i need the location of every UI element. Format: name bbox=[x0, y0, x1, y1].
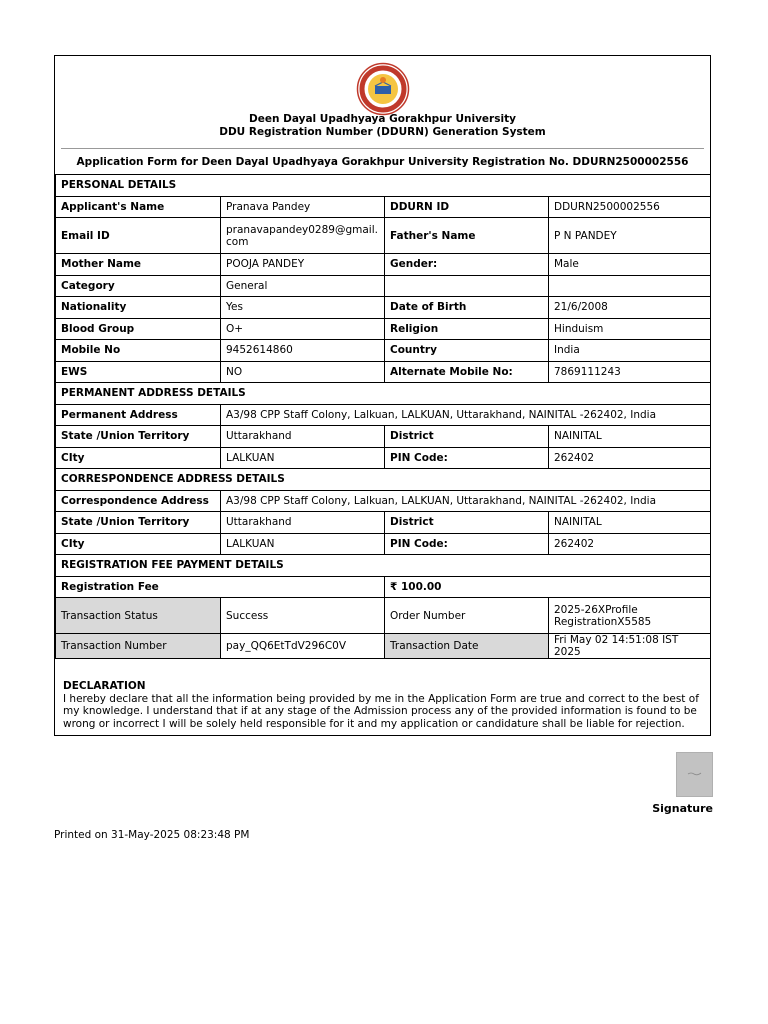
label-transaction-status: Transaction Status bbox=[56, 598, 221, 634]
application-form bbox=[54, 55, 711, 736]
header-divider bbox=[61, 148, 704, 149]
value-city: LALKUAN bbox=[221, 447, 385, 469]
value-father-name: P N PANDEY bbox=[549, 218, 711, 254]
value-registration-fee: ₹ 100.00 bbox=[385, 576, 711, 598]
value-transaction-number: pay_QQ6EtTdV296C0V bbox=[221, 634, 385, 659]
value-pin: 262402 bbox=[549, 533, 711, 555]
section-title-personal: PERSONAL DETAILS bbox=[56, 175, 711, 197]
value-ddurn: DDURN2500002556 bbox=[549, 196, 711, 218]
label-ews: EWS bbox=[56, 361, 221, 383]
table-row bbox=[56, 196, 711, 218]
section-title-payment: REGISTRATION FEE PAYMENT DETAILS bbox=[56, 555, 711, 577]
label-registration-fee: Registration Fee bbox=[56, 576, 385, 598]
label-mobile: Mobile No bbox=[56, 340, 221, 362]
value-applicant-name: Pranava Pandey bbox=[221, 196, 385, 218]
label-religion: Religion bbox=[385, 318, 549, 340]
value-mobile: 9452614860 bbox=[221, 340, 385, 362]
label-country: Country bbox=[385, 340, 549, 362]
declaration-title: DECLARATION bbox=[63, 680, 146, 692]
value-permanent-address: A3/98 CPP Staff Colony, Lalkuan, LALKUAN, Uttarakhand, NAINITAL -262402, India bbox=[221, 404, 711, 426]
label-transaction-number: Transaction Number bbox=[56, 634, 221, 659]
value-correspondence-address: A3/98 CPP Staff Colony, Lalkuan, LALKUAN, Uttarakhand, NAINITAL -262402, India bbox=[221, 490, 711, 512]
signature-scribble-icon bbox=[677, 753, 712, 796]
label-category: Category bbox=[56, 275, 221, 297]
university-seal-icon bbox=[356, 62, 410, 116]
label-father-name: Father's Name bbox=[385, 218, 549, 254]
value-email: pranavapandey0289@gmail.com bbox=[221, 218, 385, 254]
label-blood-group: Blood Group bbox=[56, 318, 221, 340]
label-state: State /Union Territory bbox=[56, 426, 221, 448]
label-alt-mobile: Alternate Mobile No: bbox=[385, 361, 549, 383]
details-table bbox=[55, 174, 711, 659]
table-row bbox=[56, 297, 711, 319]
section-title-permanent: PERMANENT ADDRESS DETAILS bbox=[56, 383, 711, 405]
table-row bbox=[56, 447, 711, 469]
section-row bbox=[56, 175, 711, 197]
system-name: DDU Registration Number (DDURN) Generation System bbox=[219, 126, 546, 138]
printed-on: Printed on 31-May-2025 08:23:48 PM bbox=[54, 829, 250, 841]
label-pin: PIN Code: bbox=[385, 533, 549, 555]
signature-image bbox=[676, 752, 713, 797]
value-dob: 21/6/2008 bbox=[549, 297, 711, 319]
value-order-number: 2025-26XProfile RegistrationX5585 bbox=[549, 598, 711, 634]
label-pin: PIN Code: bbox=[385, 447, 549, 469]
section-row bbox=[56, 469, 711, 491]
value-transaction-status: Success bbox=[221, 598, 385, 634]
form-title: Application Form for Deen Dayal Upadhyaya Gorakhpur University Registration No. DDURN2500002556 bbox=[76, 156, 689, 168]
value-district: NAINITAL bbox=[549, 512, 711, 534]
label-dob: Date of Birth bbox=[385, 297, 549, 319]
table-row bbox=[56, 576, 711, 598]
signature-label: Signature bbox=[652, 802, 713, 815]
value-category: General bbox=[221, 275, 385, 297]
value-country: India bbox=[549, 340, 711, 362]
value-mother-name: POOJA PANDEY bbox=[221, 254, 385, 276]
section-row bbox=[56, 555, 711, 577]
label-gender: Gender: bbox=[385, 254, 549, 276]
label-permanent-address: Permanent Address bbox=[56, 404, 221, 426]
label-transaction-date: Transaction Date bbox=[385, 634, 549, 659]
empty-cell bbox=[549, 275, 711, 297]
table-row bbox=[56, 404, 711, 426]
table-row bbox=[56, 254, 711, 276]
university-name: Deen Dayal Upadhyaya Gorakhpur University bbox=[249, 113, 516, 125]
label-nationality: Nationality bbox=[56, 297, 221, 319]
table-row bbox=[56, 340, 711, 362]
table-row bbox=[56, 512, 711, 534]
label-email: Email ID bbox=[56, 218, 221, 254]
table-row bbox=[56, 426, 711, 448]
value-pin: 262402 bbox=[549, 447, 711, 469]
declaration bbox=[63, 680, 702, 730]
value-religion: Hinduism bbox=[549, 318, 711, 340]
value-alt-mobile: 7869111243 bbox=[549, 361, 711, 383]
value-blood-group: O+ bbox=[221, 318, 385, 340]
empty-cell bbox=[385, 275, 549, 297]
value-transaction-date: Fri May 02 14:51:08 IST 2025 bbox=[549, 634, 711, 659]
label-applicant-name: Applicant's Name bbox=[56, 196, 221, 218]
table-row bbox=[56, 490, 711, 512]
value-city: LALKUAN bbox=[221, 533, 385, 555]
table-row bbox=[56, 533, 711, 555]
label-ddurn: DDURN ID bbox=[385, 196, 549, 218]
value-ews: NO bbox=[221, 361, 385, 383]
table-row bbox=[56, 634, 711, 659]
declaration-text: I hereby declare that all the information being provided by me in the Application Form are true and correct to the best of my knowledge. I understand that if at any stage of the Admission process any of the provided information is found to be wrong or incorrect I will be solely held responsible for it and my application or candidature shall be liable for rejection. bbox=[63, 692, 699, 730]
table-row bbox=[56, 218, 711, 254]
table-row bbox=[56, 598, 711, 634]
table-row bbox=[56, 318, 711, 340]
label-city: CIty bbox=[56, 533, 221, 555]
table-row bbox=[56, 361, 711, 383]
value-state: Uttarakhand bbox=[221, 426, 385, 448]
value-state: Uttarakhand bbox=[221, 512, 385, 534]
value-district: NAINITAL bbox=[549, 426, 711, 448]
label-district: District bbox=[385, 426, 549, 448]
label-order-number: Order Number bbox=[385, 598, 549, 634]
table-row bbox=[56, 275, 711, 297]
label-district: District bbox=[385, 512, 549, 534]
label-correspondence-address: Correspondence Address bbox=[56, 490, 221, 512]
section-title-correspondence: CORRESPONDENCE ADDRESS DETAILS bbox=[56, 469, 711, 491]
value-nationality: Yes bbox=[221, 297, 385, 319]
label-state: State /Union Territory bbox=[56, 512, 221, 534]
label-city: CIty bbox=[56, 447, 221, 469]
section-row bbox=[56, 383, 711, 405]
label-mother-name: Mother Name bbox=[56, 254, 221, 276]
value-gender: Male bbox=[549, 254, 711, 276]
